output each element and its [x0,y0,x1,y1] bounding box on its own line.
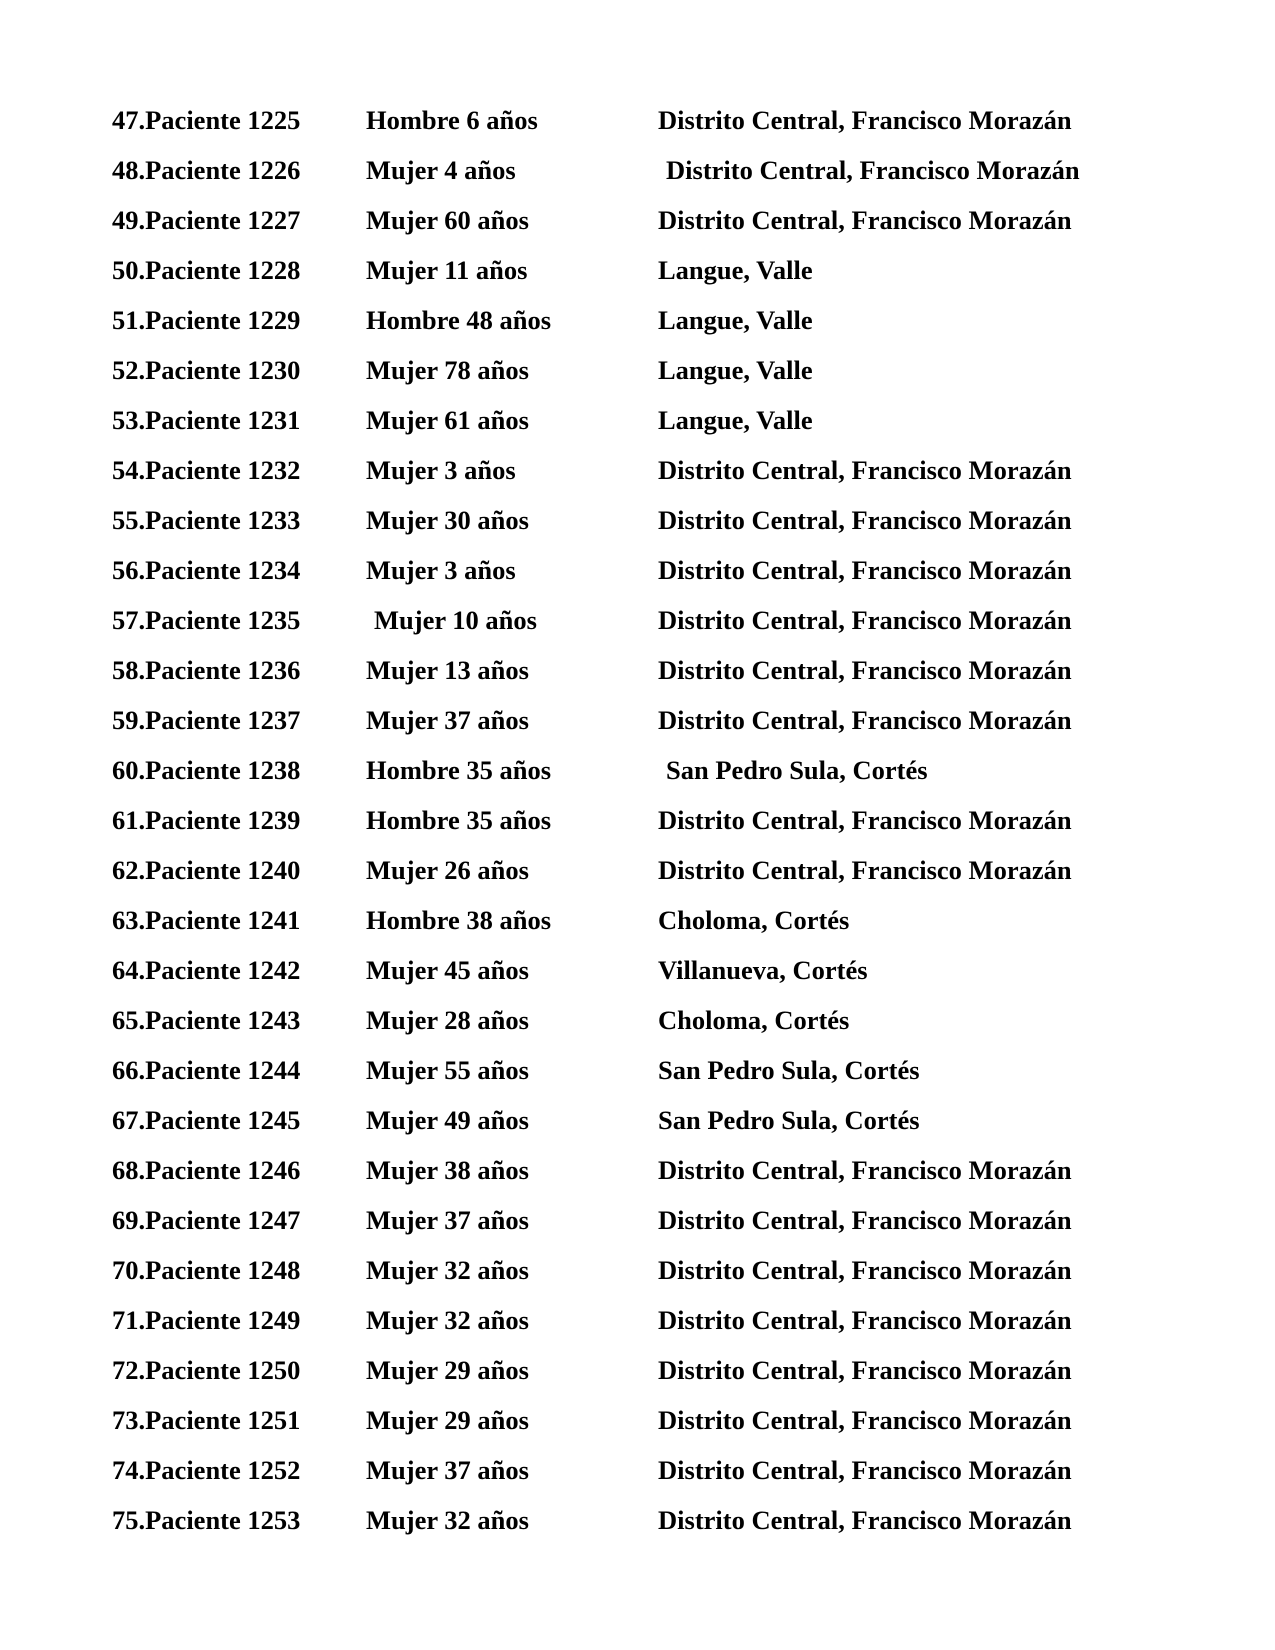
patient-id: 54.Paciente 1232 [112,455,301,485]
patient-sex-age: Hombre 38 años [366,905,552,935]
patient-location: Distrito Central, Francisco Morazán [658,1155,1072,1185]
patient-sex-age: Mujer 3 años [366,555,516,585]
patient-sex-age: Hombre 6 años [366,105,538,135]
patient-sex-age: Mujer 32 años [366,1505,529,1535]
patient-row [0,150,1275,190]
patient-sex-age: Mujer 26 años [366,855,529,885]
patient-id: 51.Paciente 1229 [112,305,301,335]
patient-sex-age: Mujer 38 años [366,1155,529,1185]
patient-location: San Pedro Sula, Cortés [666,755,928,785]
patient-sex-age: Mujer 11 años [366,255,528,285]
patient-row [0,1100,1275,1140]
patient-sex-age: Mujer 78 años [366,355,529,385]
patient-id: 75.Paciente 1253 [112,1505,301,1535]
patient-location: Villanueva, Cortés [658,955,868,985]
patient-location: Distrito Central, Francisco Morazán [658,1405,1072,1435]
patient-sex-age: Mujer 49 años [366,1105,529,1135]
patient-location: Distrito Central, Francisco Morazán [658,805,1072,835]
patient-row [0,1400,1275,1440]
patient-row [0,350,1275,390]
patient-id: 48.Paciente 1226 [112,155,301,185]
patient-sex-age: Mujer 45 años [366,955,529,985]
patient-row [0,1300,1275,1340]
patient-location: Distrito Central, Francisco Morazán [658,455,1072,485]
patient-id: 47.Paciente 1225 [112,105,301,135]
patient-row [0,800,1275,840]
patient-row [0,1200,1275,1240]
patient-id: 53.Paciente 1231 [112,405,301,435]
patient-sex-age: Mujer 60 años [366,205,529,235]
patient-location: Distrito Central, Francisco Morazán [658,1305,1072,1335]
patient-sex-age: Mujer 29 años [366,1355,529,1385]
patient-location: Distrito Central, Francisco Morazán [658,1455,1072,1485]
patient-sex-age: Mujer 30 años [366,505,529,535]
patient-sex-age: Mujer 28 años [366,1005,529,1035]
patient-id: 61.Paciente 1239 [112,805,301,835]
patient-row [0,950,1275,990]
patient-sex-age: Mujer 13 años [366,655,529,685]
patient-id: 73.Paciente 1251 [112,1405,301,1435]
patient-row [0,700,1275,740]
patient-location: Distrito Central, Francisco Morazán [658,1355,1072,1385]
patient-sex-age: Hombre 48 años [366,305,552,335]
patient-sex-age: Mujer 61 años [366,405,529,435]
patient-id: 57.Paciente 1235 [112,605,301,635]
patient-row [0,1500,1275,1540]
patient-id: 49.Paciente 1227 [112,205,301,235]
patient-location: San Pedro Sula, Cortés [658,1105,920,1135]
patient-sex-age: Mujer 3 años [366,455,516,485]
patient-sex-age: Mujer 29 años [366,1405,529,1435]
patient-id: 60.Paciente 1238 [112,755,301,785]
patient-row [0,1000,1275,1040]
patient-sex-age: Hombre 35 años [366,755,552,785]
patient-sex-age: Mujer 10 años [374,605,537,635]
patient-row [0,900,1275,940]
patient-sex-age: Mujer 55 años [366,1055,529,1085]
patient-id: 63.Paciente 1241 [112,905,301,935]
patient-row [0,450,1275,490]
patient-sex-age: Mujer 32 años [366,1305,529,1335]
patient-row [0,200,1275,240]
patient-id: 50.Paciente 1228 [112,255,301,285]
patient-id: 64.Paciente 1242 [112,955,301,985]
patient-id: 74.Paciente 1252 [112,1455,301,1485]
patient-sex-age: Mujer 32 años [366,1255,529,1285]
patient-row [0,1450,1275,1490]
patient-row [0,1050,1275,1090]
patient-sex-age: Mujer 4 años [366,155,516,185]
patient-location: Langue, Valle [658,405,813,435]
patient-id: 55.Paciente 1233 [112,505,301,535]
patient-row [0,650,1275,690]
patient-location: Distrito Central, Francisco Morazán [658,855,1072,885]
patient-row [0,400,1275,440]
patient-sex-age: Hombre 35 años [366,805,552,835]
patient-sex-age: Mujer 37 años [366,1455,529,1485]
patient-location: Distrito Central, Francisco Morazán [658,1255,1072,1285]
patient-sex-age: Mujer 37 años [366,705,529,735]
patient-row [0,550,1275,590]
patient-location: Distrito Central, Francisco Morazán [658,605,1072,635]
patient-row [0,1150,1275,1190]
patient-id: 67.Paciente 1245 [112,1105,301,1135]
patient-id: 70.Paciente 1248 [112,1255,301,1285]
patient-row [0,600,1275,640]
patient-location: Choloma, Cortés [658,905,850,935]
patient-row [0,500,1275,540]
patient-location: Langue, Valle [658,355,813,385]
patient-location: Langue, Valle [658,305,813,335]
patient-row [0,750,1275,790]
patient-sex-age: Mujer 37 años [366,1205,529,1235]
patient-id: 65.Paciente 1243 [112,1005,301,1035]
patient-location: Distrito Central, Francisco Morazán [658,505,1072,535]
patient-row [0,1350,1275,1390]
patient-row [0,100,1275,140]
patient-id: 72.Paciente 1250 [112,1355,301,1385]
patient-row [0,300,1275,340]
patient-row [0,250,1275,290]
patient-location: Distrito Central, Francisco Morazán [666,155,1080,185]
patient-id: 68.Paciente 1246 [112,1155,301,1185]
patient-location: Distrito Central, Francisco Morazán [658,1505,1072,1535]
patient-id: 52.Paciente 1230 [112,355,301,385]
patient-id: 71.Paciente 1249 [112,1305,301,1335]
patient-id: 66.Paciente 1244 [112,1055,301,1085]
patient-location: Langue, Valle [658,255,813,285]
patient-row [0,850,1275,890]
patient-location: Distrito Central, Francisco Morazán [658,655,1072,685]
patient-location: Distrito Central, Francisco Morazán [658,105,1072,135]
patient-location: Distrito Central, Francisco Morazán [658,1205,1072,1235]
patient-id: 69.Paciente 1247 [112,1205,301,1235]
patient-location: Distrito Central, Francisco Morazán [658,555,1072,585]
patient-location: Distrito Central, Francisco Morazán [658,705,1072,735]
patient-location: San Pedro Sula, Cortés [658,1055,920,1085]
patient-id: 59.Paciente 1237 [112,705,301,735]
patient-id: 56.Paciente 1234 [112,555,301,585]
patient-row [0,1250,1275,1290]
patient-id: 58.Paciente 1236 [112,655,301,685]
patient-location: Choloma, Cortés [658,1005,850,1035]
patient-location: Distrito Central, Francisco Morazán [658,205,1072,235]
patient-id: 62.Paciente 1240 [112,855,301,885]
